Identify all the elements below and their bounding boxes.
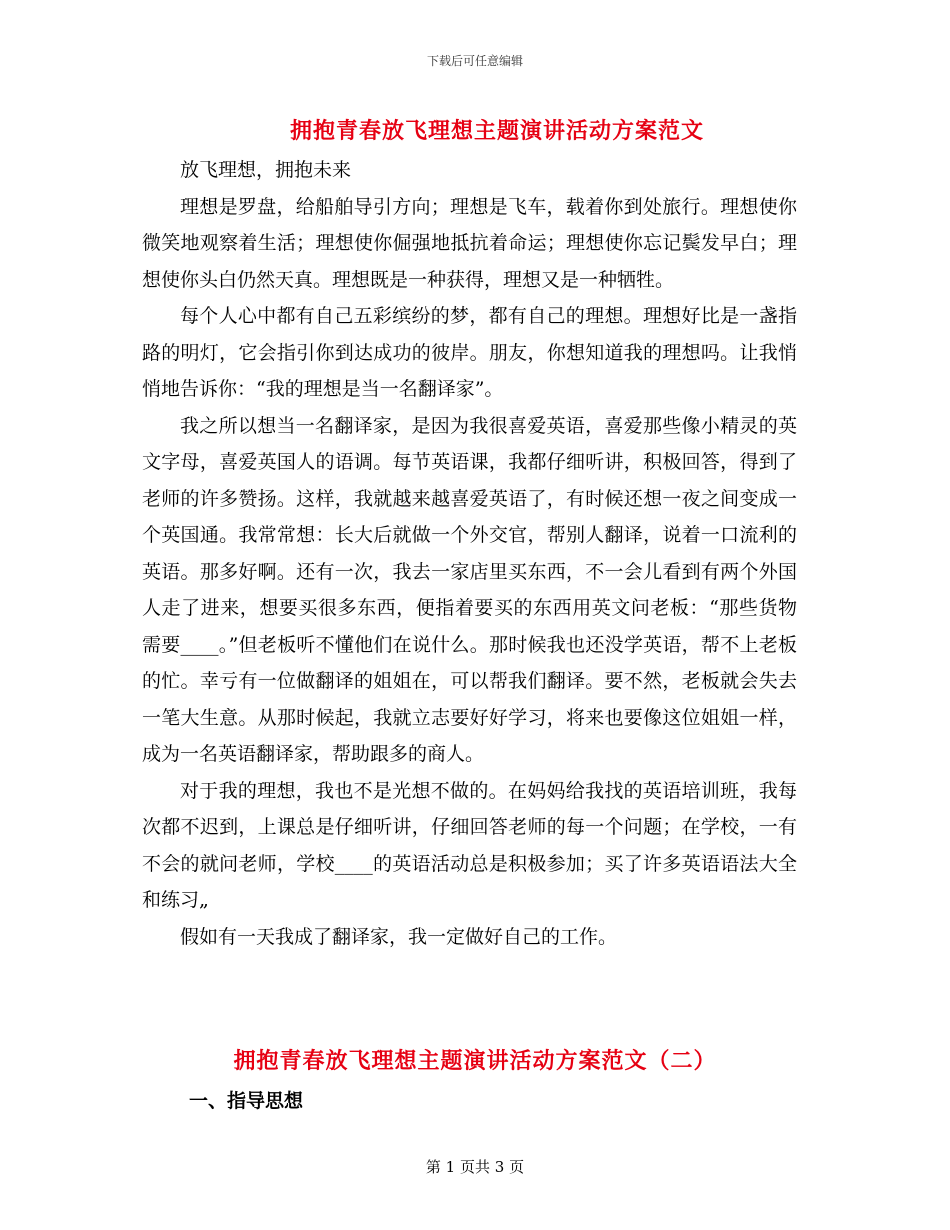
document-title: 拥抱青春放飞理想主题演讲活动方案范文	[289, 118, 704, 144]
paragraph: 假如有一天我成了翻译家，我一定做好自己的工作。	[180, 925, 618, 948]
document-body	[142, 152, 797, 955]
paragraph: 每个人心中都有自己五彩缤纷的梦，都有自己的理想。理想好比是一盏指路的明灯，它会指引你到达成功的彼岸。朋友，你想知道我的理想吗。让我悄悄地告诉你：“我的理想是当一名翻译家”。	[142, 305, 797, 400]
paragraph: 对于我的理想，我也不是光想不做的。在妈妈给我找的英语培训班，我每次都不迟到，上课总是仔细听讲，仔细回答老师的每一个问题；在学校，一有不会的就问老师，学校____的英语活动总是积极参加；买了许多英语语法大全和练习„	[142, 779, 797, 911]
page-footer: 第 1 页共 3 页	[425, 1158, 525, 1176]
subtitle-line: 放飞理想，拥抱未来	[180, 159, 352, 181]
paragraph: 理想是罗盘，给船舶导引方向；理想是飞车，载着你到处旅行。理想使你微笑地观察着生活；理想使你倔强地抵抗着命运；理想使你忘记鬓发早白；理想使你头白仍然天真。理想既是一种获得，理想又是一种牺牲。	[142, 195, 797, 291]
page-header: 下载后可任意编辑	[426, 54, 523, 68]
paragraph: 我之所以想当一名翻译家，是因为我很喜爱英语，喜爱那些像小精灵的英文字母，喜爱英国人的语调。每节英语课，我都仔细听讲，积极回答，得到了老师的许多赞扬。这样，我就越来越喜爱英语了，有时候还想一夜之间变成一个英国通。我常常想：长大后就做一个外交官，帮别人翻译，说着一口流利的英语。那多好啊。还有一次，我去一家店里买东西，不一会儿看到有两个外国人走了进来，想要买很多东西，便指着要买的东西用英文问老板：“那些货物需要____。”但老板听不懂他们在说什么。那时候我也还没学英语，帮不上老板的忙。幸亏有一位做翻译的姐姐在，可以帮我们翻译。要不然，老板就会失去一笔大生意。从那时候起，我就立志要好好学习，将来也要像这位姐姐一样，成为一名英语翻译家，帮助跟多的商人。	[142, 414, 797, 765]
section-heading: 一、指导思想	[189, 1090, 304, 1112]
section-title: 拥抱青春放飞理想主题演讲活动方案范文（二）	[233, 1048, 717, 1074]
